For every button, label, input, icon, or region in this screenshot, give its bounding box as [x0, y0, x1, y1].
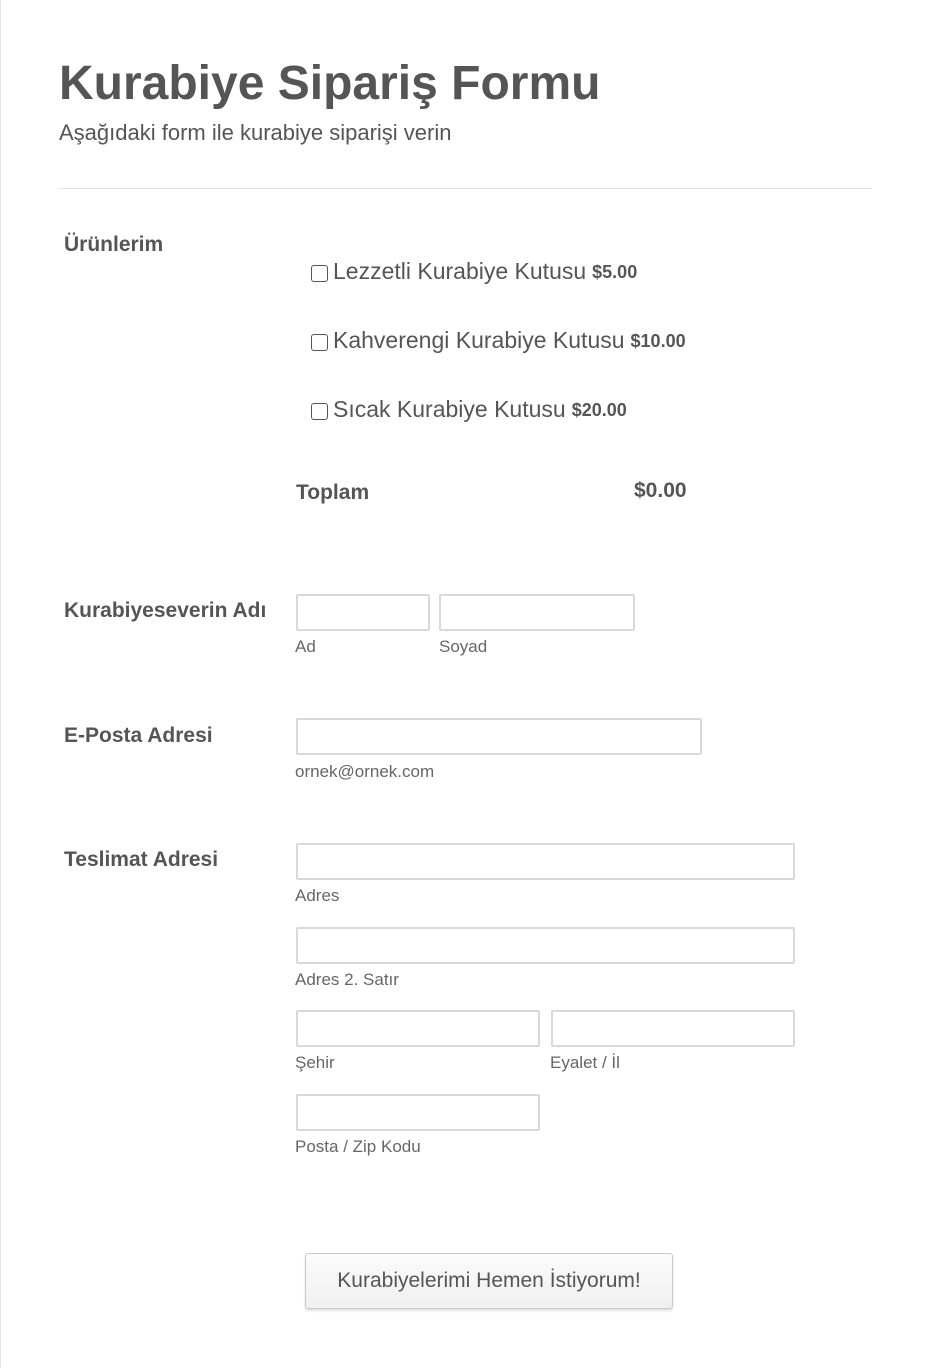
- total-label: Toplam: [296, 481, 370, 504]
- zip-input[interactable]: [296, 1094, 540, 1131]
- name-label: Kurabiyeseverin Adı: [64, 599, 267, 622]
- product-name[interactable]: Sıcak Kurabiye Kutusu: [333, 395, 566, 422]
- product-option-kahverengi[interactable]: [311, 325, 686, 355]
- email-sublabel: ornek@ornek.com: [295, 762, 435, 781]
- first-name-sublabel: Ad: [295, 637, 316, 656]
- first-name-input[interactable]: [296, 594, 430, 631]
- state-input[interactable]: [551, 1010, 795, 1047]
- product-option-lezzetli[interactable]: [311, 256, 637, 286]
- page-left-border: [0, 0, 1, 1368]
- address-line1-input[interactable]: [296, 843, 795, 880]
- email-input[interactable]: [296, 718, 702, 755]
- product-option-sicak[interactable]: [311, 394, 627, 424]
- state-sublabel: Eyalet / İl: [550, 1053, 620, 1072]
- last-name-sublabel: Soyad: [439, 637, 488, 656]
- submit-button[interactable]: Kurabiyelerimi Hemen İstiyorum!: [305, 1253, 673, 1309]
- product-price: $20.00: [571, 400, 627, 420]
- address-line1-sublabel: Adres: [295, 886, 340, 905]
- address-line2-input[interactable]: [296, 927, 795, 964]
- last-name-input[interactable]: [439, 594, 635, 631]
- products-label: Ürünlerim: [64, 233, 164, 256]
- product-name[interactable]: Lezzetli Kurabiye Kutusu: [333, 257, 587, 284]
- product-checkbox-kahverengi[interactable]: [311, 334, 328, 351]
- email-label: E-Posta Adresi: [64, 724, 213, 747]
- form-subtitle: Aşağıdaki form ile kurabiye siparişi verin: [59, 120, 452, 145]
- product-checkbox-sicak[interactable]: [311, 403, 328, 420]
- total-value: $0.00: [634, 479, 687, 502]
- product-price: $5.00: [592, 262, 638, 282]
- product-name[interactable]: Kahverengi Kurabiye Kutusu: [333, 326, 625, 353]
- address-line2-sublabel: Adres 2. Satır: [295, 970, 399, 989]
- header-divider: [59, 188, 872, 189]
- product-checkbox-lezzetli[interactable]: [311, 265, 328, 282]
- city-input[interactable]: [296, 1010, 540, 1047]
- zip-sublabel: Posta / Zip Kodu: [295, 1137, 421, 1156]
- form-title: Kurabiye Sipariş Formu: [59, 57, 601, 110]
- city-sublabel: Şehir: [295, 1053, 335, 1072]
- address-label: Teslimat Adresi: [64, 848, 219, 871]
- product-price: $10.00: [630, 331, 686, 351]
